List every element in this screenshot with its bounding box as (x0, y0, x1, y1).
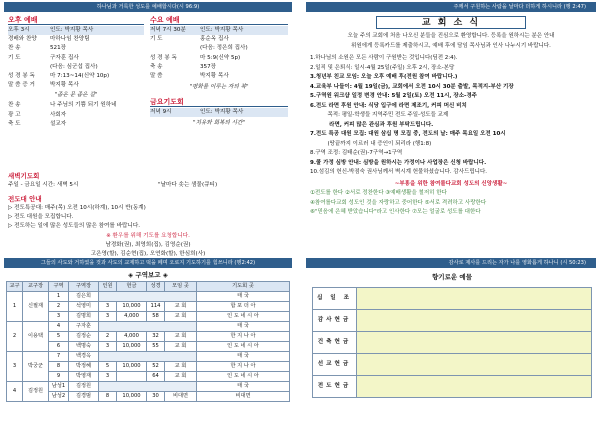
right-page (306, 2, 596, 422)
left-top-band: 하나님과 거룩한 성도를 예배합시다(시 96:9) (4, 2, 292, 12)
wed-prayer-row: 기 도 홍순옥 집사 (150, 36, 229, 43)
wed-time-row: 저녁 7시 30분 인도: 박지황 목사 (150, 26, 288, 35)
church-news (306, 32, 596, 218)
evangelism-line-3: ▷ 전도하는 일에 많은 성도들의 많은 참여를 바랍니다. (8, 223, 141, 230)
tithe-names (357, 288, 592, 310)
right-top-band: 주께서 구원하는 사람을 날마다 더하게 하시니라 (행 2:47) (306, 2, 596, 12)
offering-row-tithe: 십 일 조 (313, 288, 592, 310)
prayer-next-row: (다음: 심군섭 집사) (50, 63, 98, 70)
table-row: 8 박정혜 5 10,000 52 교 회 한 지 나 아 (7, 362, 290, 372)
table-row: 2 석영미 3 10,000 114 교 회 합 포 더 아 (7, 302, 290, 312)
evangelism-notice (8, 195, 288, 259)
service-time-row: 오후 3시 인도: 박지황 목사 (8, 26, 144, 35)
news-item-10: 10.섬김의 헌신-박점숙 권사님께서 벽시계 헌물하셨습니다. 감사드립니다. (310, 169, 488, 175)
dawn-prayer-row: 주일 - 금요일 시간: 새벽 5시 "날마다 솟는 샘물(큐티) (8, 182, 218, 189)
wed-prayer-next-row: (다음: 정은희 집사) (200, 45, 248, 52)
news-item-6-support: 라면, 커피 많은 관심과 후원 부탁드립니다. (310, 121, 434, 128)
district-report-title: ◈ 구역보고 ◈ (128, 271, 168, 279)
table-row: 9 박영재 3 64 교 회 인 도 네 시 아 (7, 372, 290, 382)
table-row: 5 김정순 2 4,000 32 교 회 한 지 나 아 (7, 332, 290, 342)
mission-names (357, 354, 592, 376)
afternoon-service (8, 16, 144, 129)
table-row: 남성2 김경범 8 10,000 30 비대면 비대면 (7, 392, 290, 402)
left-bottom-band: 그들의 사도와 거하였을 것과 사도의 교제하고 떡을 떼며 오로지 기도하기를 힘쓰니라 (행2:42) (4, 258, 292, 268)
hymn-row: 찬 송 521장 (8, 45, 67, 52)
slogan-line-3: ⑥"믿음에 은혜 받았습니다"라고 인사한다 ⑦모는 얼굴로 성도를 대한다 (310, 209, 481, 215)
wed-reading-row: 성 경 봉 독 마 5:9(신약 5p) (150, 54, 241, 61)
table-row: 6 백명숙 3 10,000 55 교 회 인 도 네 시 아 (7, 342, 290, 352)
wednesday-service (150, 16, 288, 130)
news-title: 교 회 소 식 (376, 16, 526, 29)
building-names (357, 332, 592, 354)
news-intro-2: 위원에게 등록카드를 제출하시고, 예배 후에 담임 목사님과 인사 나누시기 바랍니다. (351, 42, 551, 49)
fri-sermon-title: "치유와 회복의 시간" (193, 120, 245, 127)
sermon-title: "좁은 문 좁은 길" (54, 92, 98, 99)
table-row: 3 김명희 3 4,000 58 교 회 인 도 네 시 아 (7, 312, 290, 322)
news-item-6: 6.전도 라면 후원 안내: 식당 입구에 라면 제조기, 커피 머신 비치 (310, 102, 467, 109)
prayer-names-2: 고은영(할), 김순현(집), 오연화(할), 한심희(사) (90, 251, 206, 258)
evangelism-title: 전도대 안내 (8, 195, 42, 203)
fri-time-row: 저녁 9시 인도: 박지황 목사 (150, 108, 288, 117)
wednesday-service-title: 수요 예배 (150, 16, 288, 25)
offering-section (312, 270, 592, 398)
district-table-header: 교구 교구장 구역 구역장 인원 헌금 성경 모임 곳 기도회 곳 (7, 282, 290, 292)
table-row: 4 김정원 남성1 김정원 태 국 (7, 382, 290, 392)
slogan-line-1: ①전도를 한다 ②서로 정찬한다 ③예배생활을 철저히 한다 (310, 190, 447, 196)
right-bottom-band: 감사로 제사를 드리는 자가 나를 영화롭게 하나니 (시 50:23) (306, 258, 596, 268)
news-item-9: 9.쿨 가정 심방 안내: 심방을 원하시는 가정이나 사업장은 신청 바랍니다. (310, 159, 487, 166)
news-item-6-purpose: 목적: 평일-학생들 지역주민 전도 주일-성도들 교제 (310, 112, 449, 118)
prayer-names-1: 남경화(권), 최영희(집), 김영순(권) (105, 241, 191, 248)
wed-sermon-row: 말 씀 박지황 목사 (150, 73, 229, 80)
thanks-names (357, 310, 592, 332)
district-report (6, 271, 290, 402)
news-item-5: 5.구역원 워크샵 일정 변경 안내: 5월 2일(토) 오전 11시, 장소-경주 (310, 93, 477, 99)
offering-table (312, 287, 592, 398)
wed-sermon-title: "평화를 이루는 자의 복" (189, 84, 249, 91)
evangelism-line-2: ▷ 전도 대원을 모집합니다. (8, 214, 74, 221)
news-item-3: 3.청년부 친교 모임: 오늘 오후 예배 후(전원 참여 바랍니다.) (310, 74, 458, 80)
offering-row-mission: 선교헌금 (313, 354, 592, 376)
table-row: 1 신필재 1 김은희 태 국 (7, 292, 290, 302)
news-item-8: 8.구역 조정: 김태순(권)-7구역→1구역 (310, 150, 403, 156)
benediction-row: 축 도 설교자 (8, 120, 67, 127)
announcement-row: 광 고 사회자 (8, 111, 67, 118)
news-intro-1: 오늘 주의 교회에 처음 나오신 분들을 진심으로 환영합니다. 등록을 원하시는 분은 안내 (347, 33, 555, 39)
news-item-2: 2.일직 및 은퇴식: 일시-4월 25일(주일) 오후 2시, 장소-본당 (310, 64, 455, 71)
wed-hymn-row: 축 송 357장 (150, 63, 217, 70)
prayer-row: 기 도 구자훈 집사 (8, 54, 79, 61)
closing-hymn-row: 찬 송 나 주님의 기쁨 되기 원하네 (8, 102, 117, 109)
dawn-prayer (8, 172, 288, 190)
table-row: 3 박궁군 7 백경옥 태 국 (7, 352, 290, 362)
friday-prayer-title: 금요기도회 (150, 98, 288, 107)
news-item-1: 1.하나님의 소원은 모든 사람이 구원받는 것입니다(딤전 2:4). (310, 55, 458, 61)
offering-title: 향기로운 예물 (432, 273, 472, 281)
preacher-row: 말 씀 증 거 박지황 목사 (8, 82, 79, 89)
slogan-line-2: ④참여를다교회 성도인 것을 자랑하고 중어한다 ⑤서로 격려하고 사랑한다 (310, 199, 487, 206)
news-item-7-verse: (땅끝까지 이르러 내 증인이 되리라 (행1:8) (310, 140, 432, 147)
prayer-request-note: ※ 환우를 위해 기도를 요청합니다. (106, 232, 190, 239)
reading-row: 성 경 봉 독 마 7:13~14(신약 10p) (8, 73, 110, 80)
district-table (6, 281, 290, 402)
afternoon-service-title: 오후 예배 (8, 16, 144, 25)
news-item-7: 7.전도 특공 대원 모집: 대원 삼십 명 모집 중, 전도의 날: 매주 목요일 오전 10시 (310, 131, 506, 137)
evangelism-names (357, 376, 592, 398)
dawn-prayer-title: 새벽기도회 (8, 172, 40, 180)
offering-row-thanks: 감사헌금 (313, 310, 592, 332)
table-row: 2 이용택 4 구자훈 태 국 (7, 322, 290, 332)
offering-row-building: 건축헌금 (313, 332, 592, 354)
offering-row-evangelism: 전도헌금 (313, 376, 592, 398)
news-item-4: 4.교육부 나들이: 4월 19일(금), 교회에서 오전 10시 30분 출발, 목적지-부산 기장 (310, 83, 514, 90)
evangelism-line-1: ▷ 전도특공대: 매주(목) 오전 10시(하계), 10시 반(동계) (8, 205, 146, 212)
left-page (4, 2, 292, 422)
slogan-title: ~부흥을 위한 참여를다교회 성도의 신앙생활~ (394, 180, 508, 187)
praise-row: 경배와 찬양 마하나임 찬양팀 (8, 36, 90, 43)
